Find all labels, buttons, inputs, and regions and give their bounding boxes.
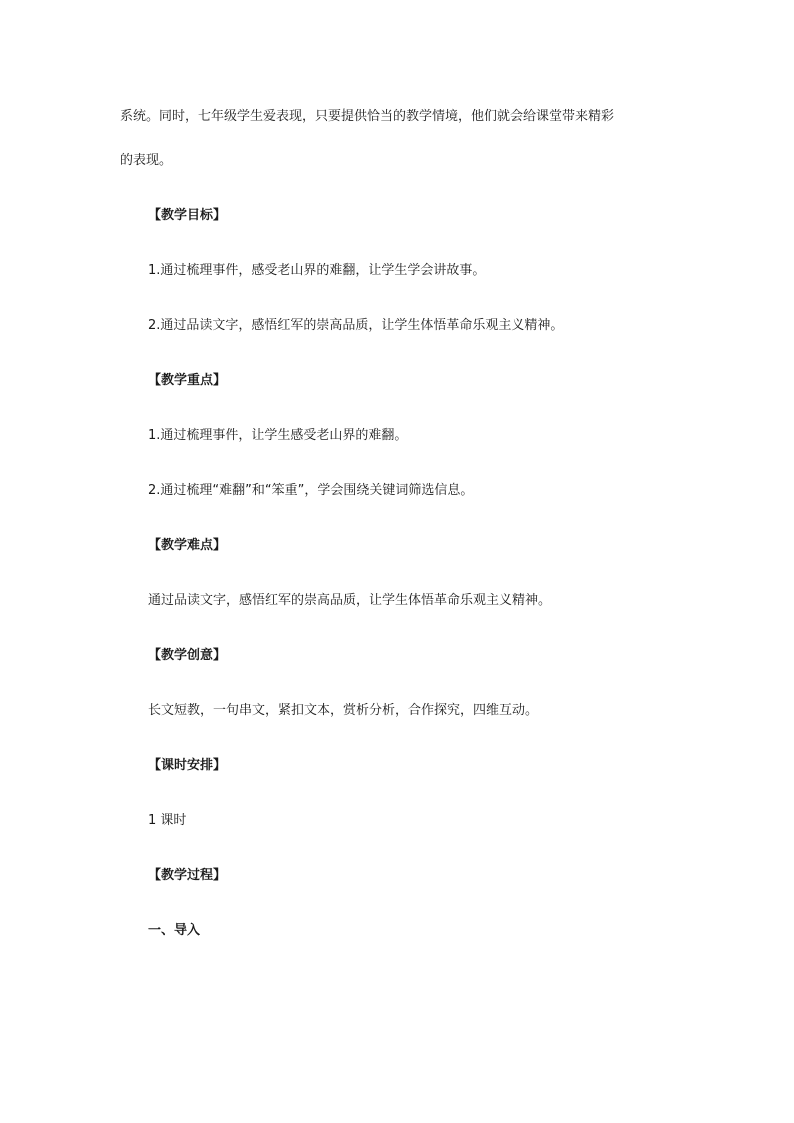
difficulties-text: 通过品读文字，感悟红军的崇高品质，让学生体悟革命乐观主义精神。: [148, 593, 552, 608]
objective-item-1: 1.通过梳理事件，感受老山界的难翻，让学生学会讲故事。: [148, 263, 486, 278]
process-step-1-heading: 一、导入: [148, 923, 201, 938]
objectives-heading: 【教学目标】: [148, 208, 227, 223]
creativity-text: 长文短教，一句串文，紧扣文本，赏析分析，合作探究，四维互动。: [148, 703, 539, 718]
difficulties-heading: 【教学难点】: [148, 538, 227, 553]
intro-paragraph-line-2: 的表现。: [120, 153, 173, 168]
schedule-text: 1 课时: [148, 813, 187, 828]
creativity-heading: 【教学创意】: [148, 648, 227, 663]
process-heading: 【教学过程】: [148, 868, 227, 883]
key-point-item-1: 1.通过梳理事件，让学生感受老山界的难翻。: [148, 428, 408, 443]
intro-paragraph-line-1: 系统。同时，七年级学生爱表现，只要提供恰当的教学情境，他们就会给课堂带来精彩: [120, 109, 615, 124]
schedule-heading: 【课时安排】: [148, 758, 227, 773]
key-point-item-2: 2.通过梳理“难翻”和“笨重”，学会围绕关键词筛选信息。: [148, 483, 474, 498]
objective-item-2: 2.通过品读文字，感悟红军的崇高品质，让学生体悟革命乐观主义精神。: [148, 318, 564, 333]
key-points-heading: 【教学重点】: [148, 373, 227, 388]
